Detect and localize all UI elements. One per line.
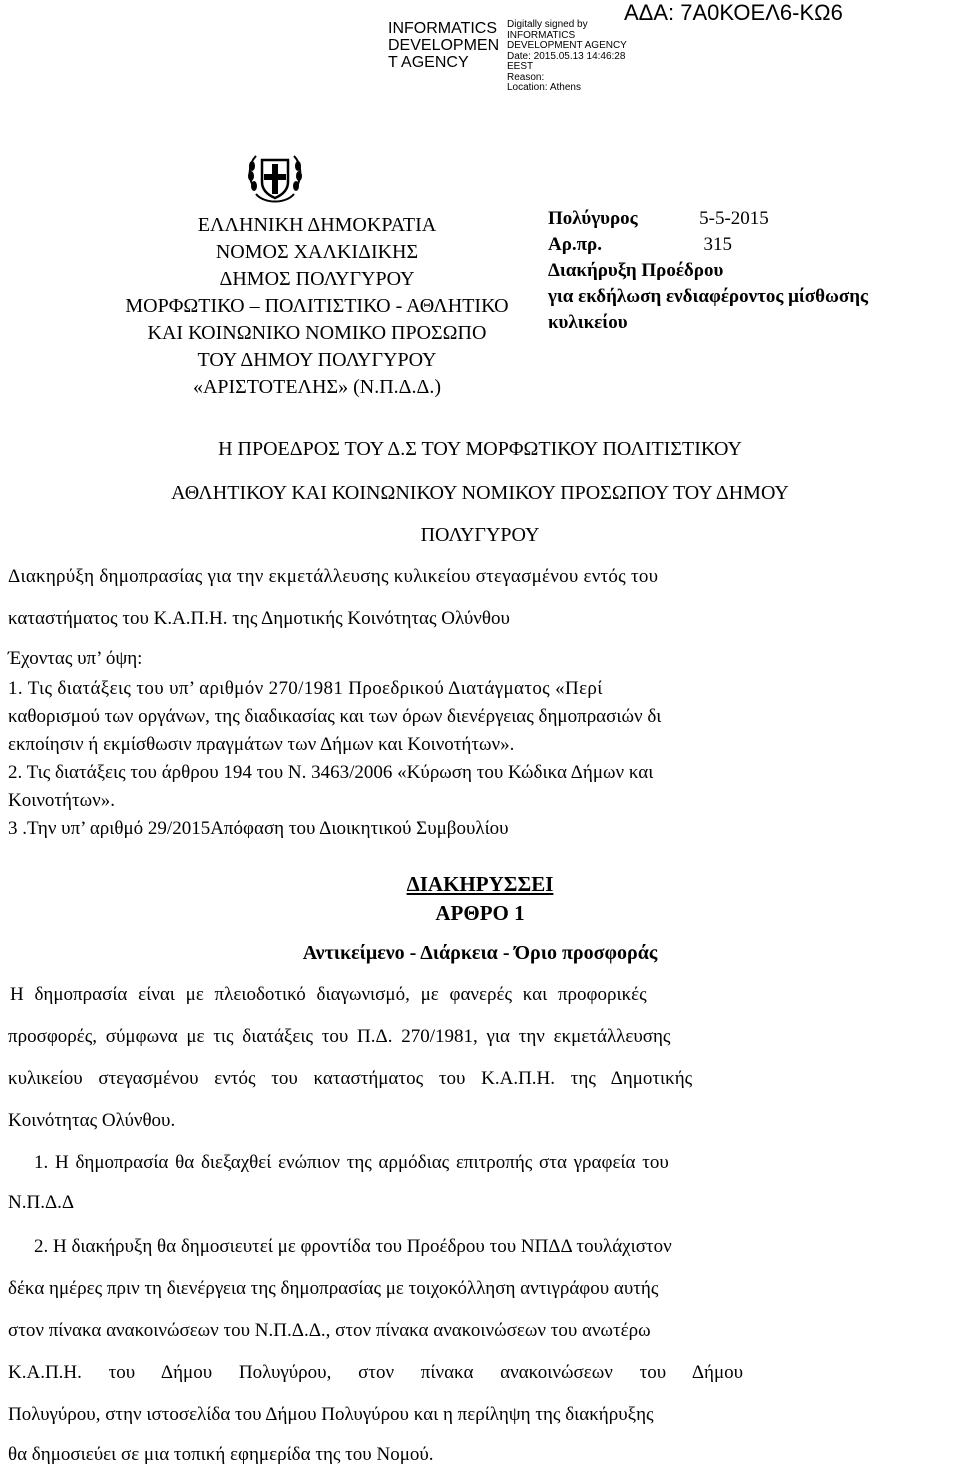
having-regard: Έχοντας υπ’ όψη: <box>8 648 143 669</box>
consideration-line: εκποίησιν ή εκμίσθωσιν πραγμάτων των Δήμων και Κοινοτήτων». <box>8 734 515 755</box>
greek-emblem-icon <box>246 148 304 208</box>
subject-text: Διακηρύξη δημοπρασίας για την εκμετάλλευσης κυλικείου στεγασμένου εντός του <box>8 566 659 587</box>
title-line: Η ΠΡΟΕΔΡΟΣ ΤΟΥ Δ.Σ ΤΟΥ ΜΟΡΦΩΤΙΚΟΥ ΠΟΛΙΤΙΣΤΙΚΟΥ <box>218 438 742 460</box>
point-line: στον πίνακα ανακοινώσεων του Ν.Π.Δ.Δ., στον πίνακα ανακοινώσεων του ανωτέρω <box>8 1320 651 1341</box>
point-line: θα δημοσιεύει σε μια τοπική εφημερίδα της του Νομού. <box>8 1444 434 1465</box>
point-line: 2. Η διακήρυξη θα δημοσιευτεί με φροντίδα του Προέδρου του ΝΠΔΔ τουλάχιστον <box>34 1236 672 1257</box>
article-title: Αντικείμενο - Διάρκεια - Όριο προσφοράς <box>302 942 658 964</box>
signature-organization: INFORMATICS DEVELOPMEN T AGENCY <box>388 20 500 71</box>
reference-number: 315 <box>703 234 732 255</box>
point-line: Κ.Α.Π.Η. του Δήμου Πολυγύρου, στον πίνακα ανακοινώσεων του Δήμου <box>8 1362 744 1383</box>
article-body-line: Η δημοπρασία είναι με πλειοδοτικό διαγωνισμό, με φανερές και προφορικές <box>10 984 647 1005</box>
reference-label: Αρ.πρ. <box>548 234 602 255</box>
ada-code: ΑΔΑ: 7Α0ΚΟΕΛ6-ΚΩ6 <box>624 0 843 25</box>
document-date: 5-5-2015 <box>699 208 769 229</box>
article-body-line: κυλικείου στεγασμένου εντός του καταστήματος του Κ.Α.Π.Η. της Δημοτικής <box>8 1068 693 1089</box>
article-heading: ΑΡΘΡΟ 1 <box>435 901 525 925</box>
document-meta <box>548 206 868 336</box>
consideration-line: 2. Τις διατάξεις του άρθρου 194 του Ν. 3463/2006 «Κύρωση του Κώδικα Δήμων και <box>8 762 654 783</box>
article-body-line: προσφορές, σύμφωνα με τις διατάξεις του Π.Δ. 270/1981, για την εκμετάλλευσης <box>8 1026 671 1047</box>
article-body-line: Κοινότητας Ολύνθου. <box>8 1110 176 1131</box>
signature-details: Digitally signed by INFORMATICS DEVELOPMENT AGENCY Date: 2015.05.13 14:46:28 EEST Reason: Location: Athens <box>507 19 627 93</box>
subject-line: κυλικείου <box>548 312 628 333</box>
consideration-line: Κοινοτήτων». <box>8 790 115 811</box>
subject-text: καταστήματος του Κ.Α.Π.Η. της Δημοτικής Κοινότητας Ολύνθου <box>8 608 510 629</box>
consideration-line: 3 .Την υπ’ αριθμό 29/2015Απόφαση του Διοικητικού Συμβουλίου <box>8 818 509 839</box>
point-line: δέκα ημέρες πριν τη διενέργεια της δημοπρασίας με τοιχοκόλληση αντιγράφου αυτής <box>8 1278 659 1299</box>
point-line: Ν.Π.Δ.Δ <box>8 1192 75 1213</box>
subject-line: για εκδήλωση ενδιαφέροντος μίσθωσης <box>548 286 869 307</box>
consideration-line: 1. Τις διατάξεις του υπ’ αριθμόν 270/1981 Προεδρικού Διατάγματος «Περί <box>8 678 603 699</box>
title-line: ΠΟΛΥΓΥΡΟΥ <box>420 524 540 546</box>
place-label: Πολύγυρος <box>548 208 638 229</box>
title-line: ΑΘΛΗΤΙΚΟΥ ΚΑΙ ΚΟΙΝΩΝΙΚΟΥ ΝΟΜΙΚΟΥ ΠΡΟΣΩΠΟΥ ΤΟΥ ΔΗΜΟΥ <box>171 482 789 504</box>
point-line: Πολυγύρου, στην ιστοσελίδα του Δήμου Πολυγύρου και η περίληψη της διακήρυξης <box>8 1404 654 1425</box>
consideration-line: καθορισμού των οργάνων, της διαδικασίας και των όρων διενέργειας δημοπρασιών δι <box>8 706 662 727</box>
declares-heading: ΔΙΑΚΗΡΥΣΣΕΙ <box>406 872 554 896</box>
issuer-block: ΕΛΛΗΝΙΚΗ ΔΗΜΟΚΡΑΤΙΑ ΝΟΜΟΣ ΧΑΛΚΙΔΙΚΗΣ ΔΗΜΟΣ ΠΟΛΥΓΥΡΟΥ ΜΟΡΦΩΤΙΚΟ – ΠΟΛΙΤΙΣΤΙΚΟ - ΑΘΛΗΤΙΚΟ ΚΑΙ ΚΟΙΝΩΝΙΚΟ ΝΟΜΙΚΟ ΠΡΟΣΩΠΟ ΤΟΥ ΔΗΜΟΥ ΠΟΛΥΓΥΡΟΥ «ΑΡΙΣΤΟΤΕΛΗΣ» (Ν.Π.Δ.Δ.) <box>125 214 509 398</box>
point-line: 1. Η δημοπρασία θα διεξαχθεί ενώπιον της αρμόδιας επιτροπής στα γραφεία του <box>34 1152 669 1173</box>
subject-line: Διακήρυξη Προέδρου <box>548 260 724 281</box>
